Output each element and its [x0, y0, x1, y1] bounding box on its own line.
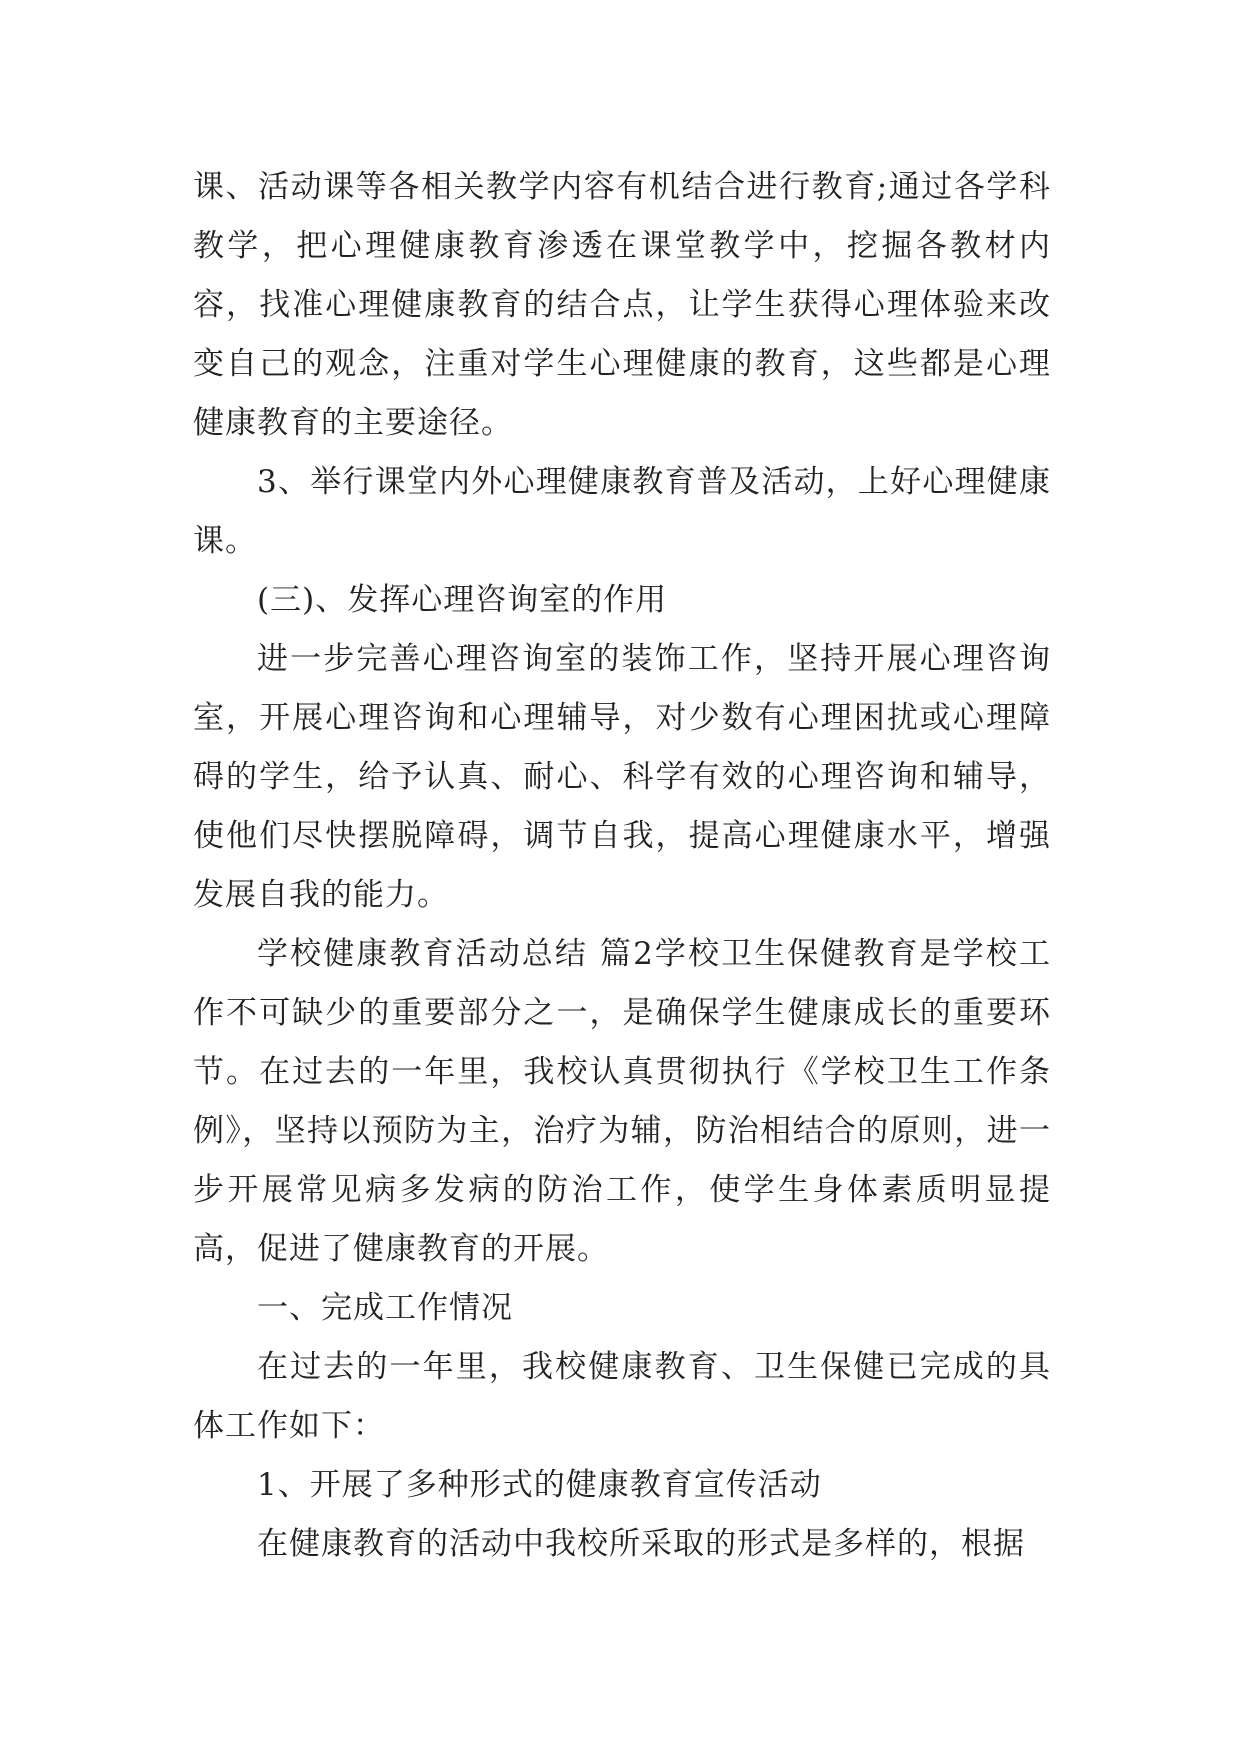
document-body — [193, 158, 1051, 1574]
item-heading-1: 1、开展了多种形式的健康教育宣传活动 — [257, 1467, 822, 1503]
paragraph-summary-2: 学校健康教育活动总结 篇2学校卫生保健教育是学校工作不可缺少的重要部分之一，是确保学生健康成长的重要环节。在过去的一年里，我校认真贯彻执行《学校卫生工作条例》，坚持以预防为主，治疗为辅，防治相结合的原则，进一步开展常见病多发病的防治工作，使学生身体素质明显提高，促进了健康教育的开展。 — [193, 936, 1051, 1267]
section-heading-3: (三)、发挥心理咨询室的作用 — [257, 582, 668, 618]
paragraph-item-3: 3、举行课堂内外心理健康教育普及活动，上好心理健康课。 — [193, 464, 1051, 559]
paragraph-activity-forms: 在健康教育的活动中我校所采取的形式是多样的，根据 — [257, 1526, 1025, 1562]
paragraph-counseling-room: 进一步完善心理咨询室的装饰工作，坚持开展心理咨询室，开展心理咨询和心理辅导，对少数有心理困扰或心理障碍的学生，给予认真、耐心、科学有效的心理咨询和辅导，使他们尽快摆脱障碍，调节自我，提高心理健康水平，增强发展自我的能力。 — [193, 641, 1051, 913]
section-heading-completed-work: 一、完成工作情况 — [257, 1290, 513, 1326]
paragraph-continuation: 课、活动课等各相关教学内容有机结合进行教育;通过各学科教学，把心理健康教育渗透在课堂教学中，挖掘各教材内容，找准心理健康教育的结合点，让学生获得心理体验来改变自己的观念，注重对学生心理健康的教育，这些都是心理健康教育的主要途径。 — [193, 169, 1051, 441]
paragraph-past-year: 在过去的一年里，我校健康教育、卫生保健已完成的具体工作如下： — [193, 1349, 1051, 1444]
